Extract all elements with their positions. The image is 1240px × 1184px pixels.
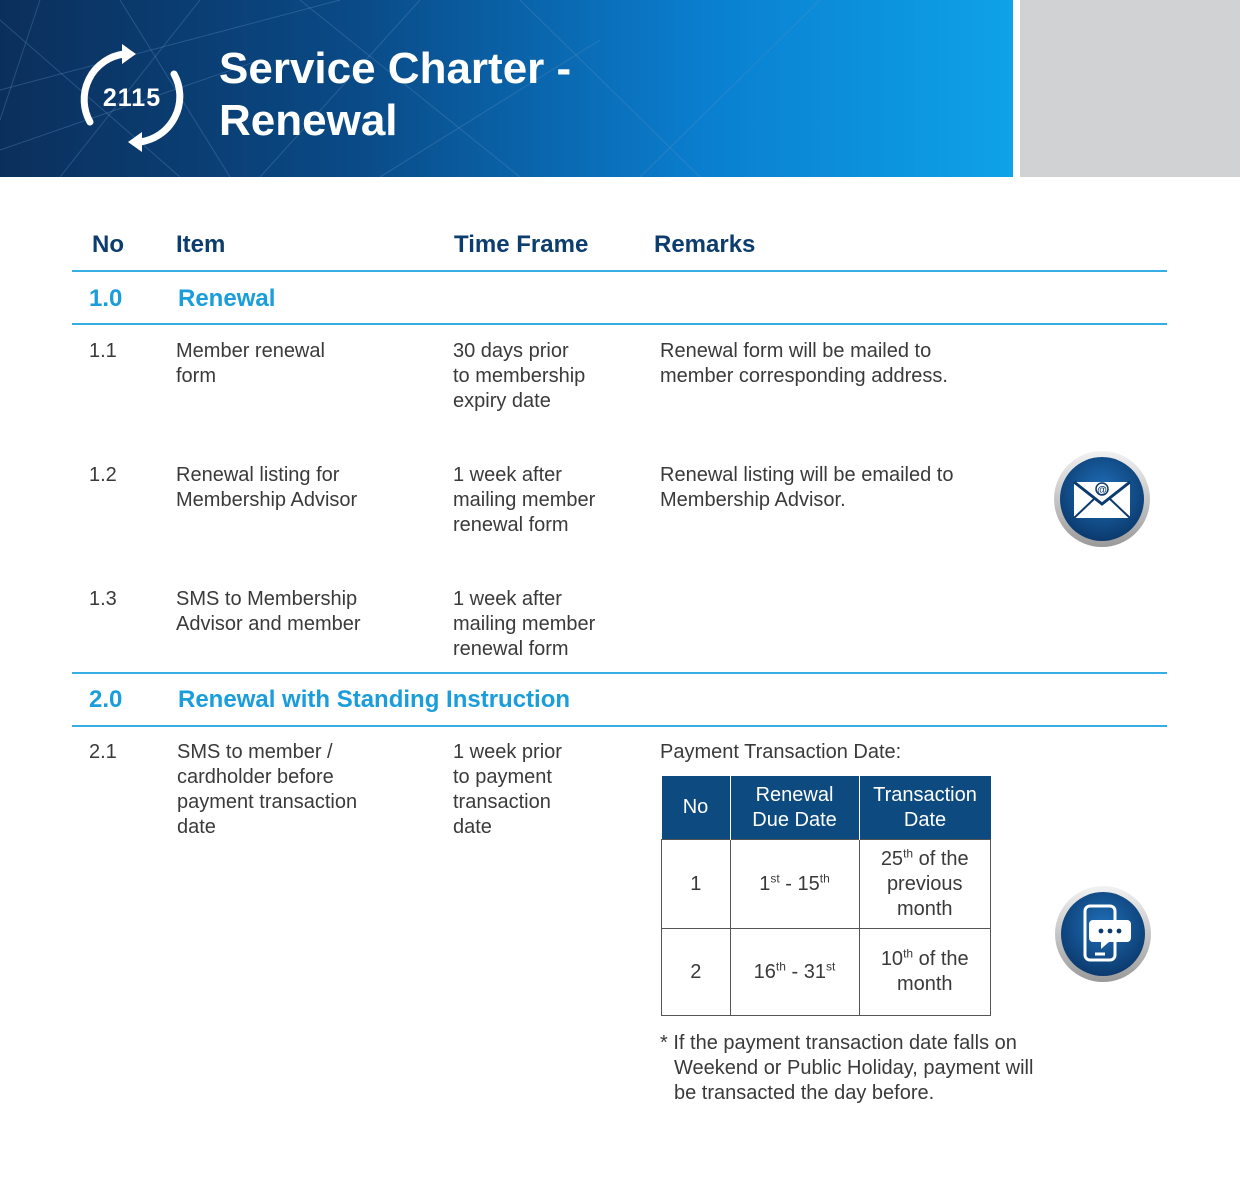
email-icon [1052, 449, 1152, 549]
payment-transaction-label: Payment Transaction Date: [660, 741, 902, 763]
row-number: 1.3 [89, 588, 117, 610]
title-line-2: Renewal [219, 96, 398, 145]
table-cell-no: 1 [662, 840, 731, 929]
section-title: Renewal [178, 285, 276, 312]
row-number: 2.1 [89, 741, 117, 763]
divider [72, 672, 1167, 674]
table-cell-due-date: 16th - 31st [730, 929, 859, 1016]
column-header-time-frame: Time Frame [454, 231, 589, 258]
row-number: 1.2 [89, 464, 117, 486]
row-item: Renewal listing for Membership Advisor [176, 464, 358, 511]
section-number: 1.0 [89, 285, 123, 312]
row-number: 1.1 [89, 340, 117, 362]
row-item: Member renewal form [176, 340, 325, 387]
table-header-transaction-date: Transaction Date [859, 776, 991, 840]
sms-chat-icon [1053, 884, 1153, 984]
row-time-frame: 30 days prior to membership expiry date [453, 340, 586, 412]
row-remarks: Renewal form will be mailed to member corresponding address. [660, 340, 948, 387]
table-cell-no: 2 [662, 929, 731, 1016]
header-grey-block [1020, 0, 1240, 177]
logo-number: 2115 [102, 84, 162, 112]
column-header-item: Item [176, 231, 226, 258]
divider [72, 270, 1167, 272]
row-item: SMS to Membership Advisor and member [176, 588, 361, 635]
page-title [219, 43, 739, 147]
table-cell-transaction-date: 25th of the previous month [859, 840, 991, 929]
row-time-frame: 1 week after mailing member renewal form [453, 464, 596, 536]
section-number: 2.0 [89, 686, 123, 713]
table-header-renewal-due-date: Renewal Due Date [730, 776, 859, 840]
table-cell-transaction-date: 10th of the month [859, 929, 991, 1016]
table-cell-due-date: 1st - 15th [730, 840, 859, 929]
table-row [662, 840, 991, 929]
column-header-remarks: Remarks [654, 231, 756, 258]
footnote: * If the payment transaction date falls on Weekend or Public Holiday, payment will be transacted the day before. [660, 1032, 1034, 1104]
divider [72, 323, 1167, 325]
table-header-row [662, 776, 991, 840]
section-title: Renewal with Standing Instruction [178, 686, 571, 713]
row-item: SMS to member / cardholder before payment transaction date [177, 741, 358, 838]
table-header-no: No [662, 776, 731, 840]
row-time-frame: 1 week after mailing member renewal form [453, 588, 596, 660]
svg-text:@: @ [1097, 485, 1107, 496]
divider [72, 725, 1167, 727]
payment-transaction-table [661, 776, 991, 1016]
row-time-frame: 1 week prior to payment transaction date [453, 741, 562, 838]
column-header-no: No [92, 231, 124, 258]
table-row [662, 929, 991, 1016]
row-remarks: Renewal listing will be emailed to Membership Advisor. [660, 464, 954, 511]
title-line-1: Service Charter - [219, 44, 572, 93]
